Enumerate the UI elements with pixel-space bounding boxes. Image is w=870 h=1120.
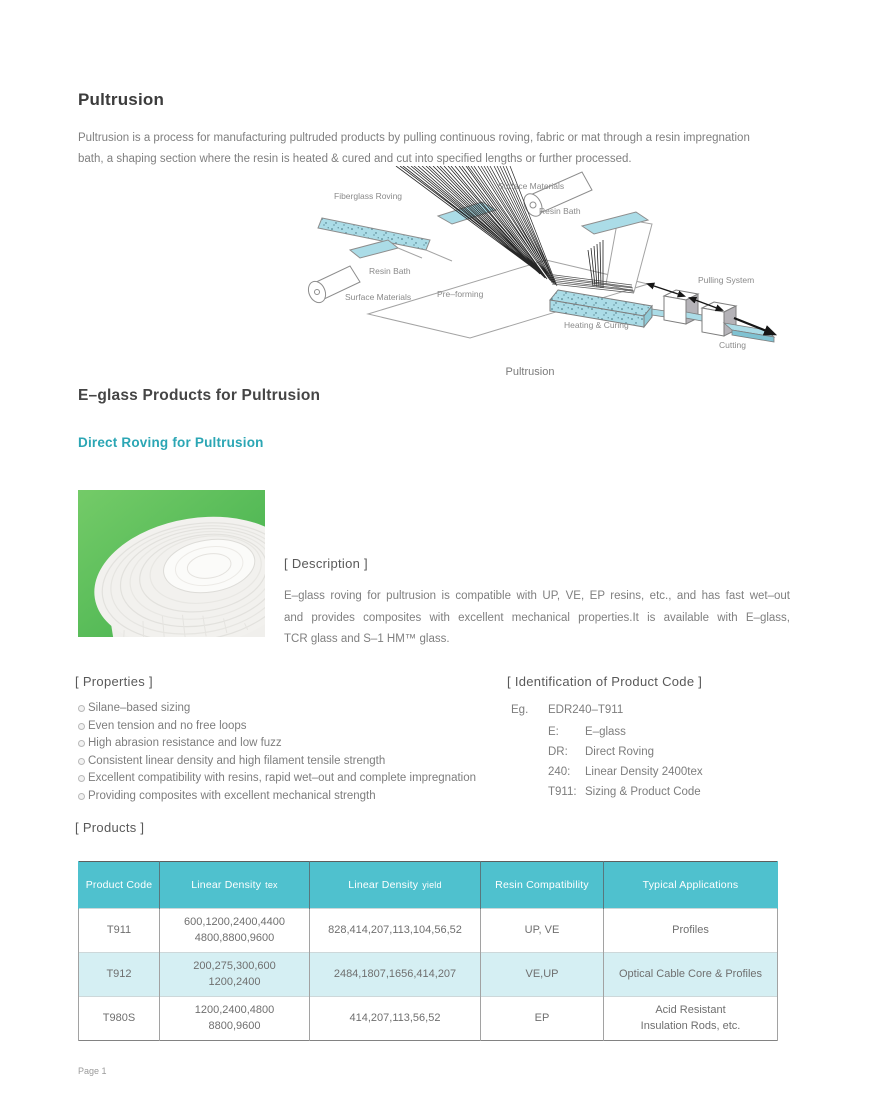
cell-line: 1200,2400,4800 [194, 1004, 275, 1016]
intro-line: Pultrusion is a process for manufacturing pultruded products by pulling continuous roving, fabric or mat through a resin impregnation [78, 132, 750, 144]
cell-resin-compatibility: EP [481, 997, 604, 1041]
col-unit: tex [265, 880, 278, 890]
product-photo [78, 490, 265, 637]
page-number: Page 1 [78, 1066, 107, 1076]
cell-resin-compatibility: VE,UP [481, 953, 604, 997]
frame-line [398, 248, 422, 258]
description-line: and provides composites with excellent mechanical properties.It is available with E–glass, [284, 611, 790, 624]
property-text: Providing composites with excellent mechanical strength [88, 789, 376, 802]
diagram-caption: Pultrusion [505, 366, 555, 378]
cell-linear-density-tex [160, 953, 310, 997]
cell-product-code: T912 [79, 953, 160, 997]
col-header-typical-applications [604, 862, 778, 909]
code-key: DR: [548, 746, 568, 758]
label-heating-curing: Heating & Curing [564, 320, 629, 330]
identification-row [511, 722, 791, 742]
cell-linear-density-yield: 2484,1807,1656,414,207 [310, 953, 481, 997]
cell-line: Acid Resistant [655, 1004, 726, 1016]
col-label: Resin Compatibility [495, 879, 589, 891]
eg-label: Eg. [511, 704, 529, 716]
table-row [79, 953, 778, 997]
cell-typical-applications [604, 997, 778, 1041]
frame-line [426, 250, 452, 261]
code-value: E–glass [585, 726, 626, 738]
property-item [78, 735, 518, 753]
page-title: Pultrusion [78, 90, 165, 109]
products-table [78, 861, 778, 1041]
cell-linear-density-tex [160, 997, 310, 1041]
label-fiberglass-roving: Fiberglass Roving [334, 191, 403, 201]
identification-row [511, 762, 791, 782]
cell-line: Insulation Rods, etc. [640, 1019, 741, 1032]
description-line: TCR glass and S–1 HM™ glass. [284, 633, 450, 645]
section-heading: E–glass Products for Pultrusion [78, 387, 321, 404]
col-label: Typical Applications [642, 879, 739, 891]
property-text: Even tension and no free loops [88, 719, 247, 732]
code-key: 240: [548, 766, 571, 778]
cell-line: 1200,2400 [208, 975, 261, 988]
property-item [78, 700, 518, 718]
cell-product-code: T911 [79, 909, 160, 953]
property-item [78, 788, 518, 806]
ring-bullet-icon [78, 793, 85, 800]
cell-linear-density-yield: 828,414,207,113,104,56,52 [310, 909, 481, 953]
cell-line: 200,275,300,600 [193, 960, 276, 972]
col-header-product-code [79, 862, 160, 909]
label-pre-forming: Pre–forming [437, 289, 484, 299]
example-code: EDR240–T911 [548, 704, 624, 716]
col-unit: yield [422, 880, 442, 890]
properties-list [78, 700, 518, 805]
pultrusion-process-diagram [300, 166, 788, 366]
col-header-linear-density-yield [310, 862, 481, 909]
cell-line: 600,1200,2400,4400 [184, 916, 285, 928]
property-text: Consistent linear density and high filament tensile strength [88, 754, 386, 767]
subsection-heading: Direct Roving for Pultrusion [78, 435, 264, 450]
col-header-linear-density-tex [160, 862, 310, 909]
left-resin-bath-pad [350, 240, 398, 258]
products-title: [ Products ] [75, 820, 145, 835]
pulling-cube-2-front [702, 308, 724, 336]
ring-bullet-icon [78, 775, 85, 782]
property-text: Silane–based sizing [88, 702, 191, 714]
ring-bullet-icon [78, 758, 85, 765]
label-surface-materials-bottom: Surface Materials [345, 292, 412, 302]
roll-axle-top [530, 202, 536, 208]
table-row [79, 909, 778, 953]
property-item [78, 753, 518, 771]
cell-line: 8800,9600 [208, 1019, 261, 1032]
col-label: Linear Density [191, 879, 262, 891]
identification-block [511, 700, 791, 802]
identification-title: [ Identification of Product Code ] [507, 674, 703, 689]
col-label: Linear Density [348, 879, 419, 891]
intro-paragraph [78, 128, 790, 170]
property-text: High abrasion resistance and low fuzz [88, 737, 282, 749]
property-item [78, 770, 518, 788]
code-key: T911: [548, 786, 577, 798]
properties-title: [ Properties ] [75, 674, 153, 689]
ring-bullet-icon [78, 723, 85, 730]
cell-typical-applications: Optical Cable Core & Profiles [604, 953, 778, 997]
table-header-row [79, 862, 778, 909]
label-resin-bath-right: Resin Bath [539, 206, 581, 216]
cell-product-code: T980S [79, 997, 160, 1041]
col-header-resin-compatibility [481, 862, 604, 909]
property-text: Excellent compatibility with resins, rapid wet–out and complete impregnation [88, 772, 477, 784]
cell-linear-density-yield: 414,207,113,56,52 [310, 997, 481, 1041]
cell-line: 4800,8800,9600 [194, 931, 275, 944]
code-value: Sizing & Product Code [585, 786, 701, 798]
description-line: E–glass roving for pultrusion is compatible with UP, VE, EP resins, etc., and has fast wet–out [284, 590, 790, 602]
cell-typical-applications: Profiles [604, 909, 778, 953]
roll-axle-left [315, 290, 320, 295]
label-surface-materials-top: Surface Materials [498, 181, 565, 191]
label-cutting: Cutting [719, 340, 746, 350]
identification-example-row [511, 700, 791, 721]
table-row [79, 997, 778, 1041]
roving-spool-image [78, 490, 265, 637]
pulling-cube-1-front [664, 296, 686, 324]
cell-resin-compatibility: UP, VE [481, 909, 604, 953]
identification-items [511, 722, 791, 802]
col-label: Product Code [85, 879, 153, 891]
code-value: Linear Density 2400tex [585, 766, 703, 778]
code-key: E: [548, 726, 559, 738]
code-value: Direct Roving [585, 746, 655, 758]
ring-bullet-icon [78, 705, 85, 712]
description-title: [ Description ] [284, 556, 368, 571]
label-resin-bath-left: Resin Bath [369, 266, 411, 276]
property-item [78, 718, 518, 736]
identification-row [511, 742, 791, 762]
process-diagram-svg [300, 166, 788, 366]
intro-line: bath, a shaping section where the resin is heated & cured and cut into specified lengths or further processed. [78, 153, 632, 165]
ring-bullet-icon [78, 740, 85, 747]
identification-row [511, 782, 791, 802]
label-pulling-system: Pulling System [698, 275, 755, 285]
description-body [284, 586, 790, 651]
cell-linear-density-tex [160, 909, 310, 953]
